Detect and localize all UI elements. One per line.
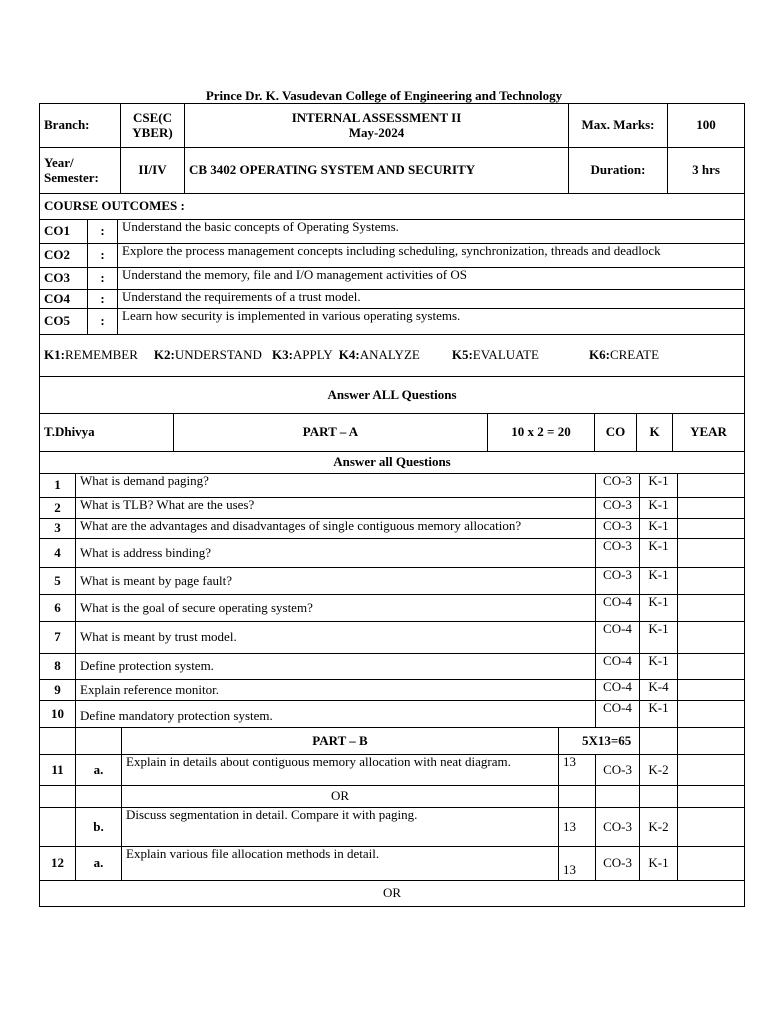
outcome-code: CO3: [40, 268, 88, 290]
outcome-text: Understand the memory, file and I/O management activities of OS: [118, 268, 745, 290]
question-text: Explain in details about contiguous memory allocation with neat diagram.: [122, 755, 559, 786]
course-title: CB 3402 OPERATING SYSTEM AND SECURITY: [185, 148, 569, 194]
question-year: [678, 519, 745, 539]
question-sub: b.: [76, 808, 122, 847]
question-k: K-2: [640, 755, 678, 786]
question-k: K-1: [640, 498, 678, 519]
question-co: CO-3: [596, 498, 640, 519]
part-b-marks: 5X13=65: [559, 728, 640, 755]
question-text: Define mandatory protection system.: [76, 701, 596, 728]
outcome-separator: :: [88, 309, 118, 335]
question-k: K-1: [640, 595, 678, 622]
question-year: [678, 568, 745, 595]
question-row: [40, 622, 745, 654]
question-number: 8: [40, 654, 76, 680]
duration-label: Duration:: [569, 148, 668, 194]
outcome-text: Learn how security is implemented in various operating systems.: [118, 309, 745, 335]
outcome-row: [40, 290, 745, 309]
question-row: [40, 701, 745, 728]
max-marks-value: 100: [668, 104, 745, 148]
outcome-text: Explore the process management concepts including scheduling, synchronization, threads and deadlock: [118, 244, 745, 268]
question-number: 9: [40, 680, 76, 701]
outcome-code: CO1: [40, 220, 88, 244]
question-text: Define protection system.: [76, 654, 596, 680]
outcome-row: [40, 268, 745, 290]
question-year: [678, 808, 745, 847]
column-k: K: [637, 414, 673, 452]
question-number: 5: [40, 568, 76, 595]
branch-label: Branch:: [40, 104, 121, 148]
question-year: [678, 498, 745, 519]
question-co: CO-3: [596, 474, 640, 498]
course-outcomes-table: [39, 193, 745, 414]
question-text: What is meant by page fault?: [76, 568, 596, 595]
outcome-separator: :: [88, 244, 118, 268]
knowledge-levels: K1:REMEMBER K2:UNDERSTAND K3:APPLY K4:ANALYZE K5:EVALUATE K6:CREATE: [40, 335, 745, 377]
question-year: [678, 474, 745, 498]
year-label: Year/ Semester:: [40, 148, 121, 194]
question-k: K-1: [640, 474, 678, 498]
question-year: [678, 755, 745, 786]
question-text: Explain various file allocation methods in detail.: [122, 847, 559, 881]
question-number: 10: [40, 701, 76, 728]
question-text: What is the goal of secure operating system?: [76, 595, 596, 622]
question-text: What are the advantages and disadvantages of single contiguous memory allocation?: [76, 519, 596, 539]
question-row: [40, 755, 745, 786]
question-k: K-1: [640, 622, 678, 654]
question-k: K-1: [640, 847, 678, 881]
outcome-code: CO2: [40, 244, 88, 268]
question-co: CO-4: [596, 654, 640, 680]
part-a-subheading: Answer all Questions: [40, 452, 745, 474]
question-text: Explain reference monitor.: [76, 680, 596, 701]
column-year: YEAR: [673, 414, 745, 452]
part-a-marks: 10 x 2 = 20: [488, 414, 595, 452]
question-row: [40, 847, 745, 881]
question-text: Discuss segmentation in detail. Compare it with paging.: [122, 808, 559, 847]
outcome-text: Understand the basic concepts of Operating Systems.: [118, 220, 745, 244]
question-co: CO-4: [596, 595, 640, 622]
question-marks: 13: [559, 808, 596, 847]
question-year: [678, 595, 745, 622]
question-number: 4: [40, 539, 76, 568]
question-number: 12: [40, 847, 76, 881]
question-co: CO-3: [596, 539, 640, 568]
outcome-separator: :: [88, 220, 118, 244]
outcome-row: [40, 309, 745, 335]
question-row: [40, 539, 745, 568]
question-co: CO-4: [596, 622, 640, 654]
question-text: What is address binding?: [76, 539, 596, 568]
question-row: [40, 595, 745, 622]
part-a-header: [39, 413, 745, 474]
question-year: [678, 539, 745, 568]
question-text: What is demand paging?: [76, 474, 596, 498]
part-a-questions: [39, 473, 745, 728]
header-table: [39, 103, 745, 194]
question-year: [678, 847, 745, 881]
question-co: CO-3: [596, 568, 640, 595]
question-number: 2: [40, 498, 76, 519]
exam-title: INTERNAL ASSESSMENT II May-2024: [185, 104, 569, 148]
question-co: CO-4: [596, 680, 640, 701]
course-outcomes-heading: COURSE OUTCOMES :: [40, 194, 745, 220]
question-k: K-4: [640, 680, 678, 701]
branch-value: CSE(C YBER): [121, 104, 185, 148]
question-year: [678, 654, 745, 680]
outcome-row: [40, 244, 745, 268]
question-co: CO-4: [596, 701, 640, 728]
max-marks-label: Max. Marks:: [569, 104, 668, 148]
outcome-separator: :: [88, 268, 118, 290]
question-co: CO-3: [596, 808, 640, 847]
question-year: [678, 680, 745, 701]
column-co: CO: [595, 414, 637, 452]
question-number: 11: [40, 755, 76, 786]
outcome-code: CO4: [40, 290, 88, 309]
college-name: Prince Dr. K. Vasudevan College of Engineering and Technology: [205, 88, 563, 103]
faculty-name: T.Dhivya: [40, 414, 174, 452]
outcome-row: [40, 220, 745, 244]
question-marks: 13: [559, 847, 596, 881]
question-number: 3: [40, 519, 76, 539]
question-k: K-1: [640, 568, 678, 595]
part-b-title: PART – B: [122, 728, 559, 755]
question-sub: a.: [76, 755, 122, 786]
question-k: K-1: [640, 654, 678, 680]
year-value: II/IV: [121, 148, 185, 194]
question-number: 6: [40, 595, 76, 622]
question-year: [678, 701, 745, 728]
question-k: K-1: [640, 701, 678, 728]
question-row: [40, 498, 745, 519]
outcome-separator: :: [88, 290, 118, 309]
duration-value: 3 hrs: [668, 148, 745, 194]
part-a-title: PART – A: [174, 414, 488, 452]
question-k: K-1: [640, 519, 678, 539]
question-row: [40, 474, 745, 498]
question-number: 1: [40, 474, 76, 498]
or-separator: OR: [122, 786, 559, 808]
question-paper: [39, 103, 744, 907]
question-marks: 13: [559, 755, 596, 786]
question-sub: a.: [76, 847, 122, 881]
question-co: CO-3: [596, 755, 640, 786]
question-year: [678, 622, 745, 654]
question-co: CO-3: [596, 847, 640, 881]
question-co: CO-3: [596, 519, 640, 539]
question-row: [40, 808, 745, 847]
question-text: What is meant by trust model.: [76, 622, 596, 654]
question-text: What is TLB? What are the uses?: [76, 498, 596, 519]
or-separator: OR: [40, 881, 745, 907]
outcome-code: CO5: [40, 309, 88, 335]
question-row: [40, 680, 745, 701]
part-b-table: [39, 727, 745, 907]
question-k: K-1: [640, 539, 678, 568]
question-number: 7: [40, 622, 76, 654]
question-k: K-2: [640, 808, 678, 847]
question-row: [40, 519, 745, 539]
outcome-text: Understand the requirements of a trust model.: [118, 290, 745, 309]
question-row: [40, 654, 745, 680]
instruction: Answer ALL Questions: [40, 377, 745, 414]
question-row: [40, 568, 745, 595]
